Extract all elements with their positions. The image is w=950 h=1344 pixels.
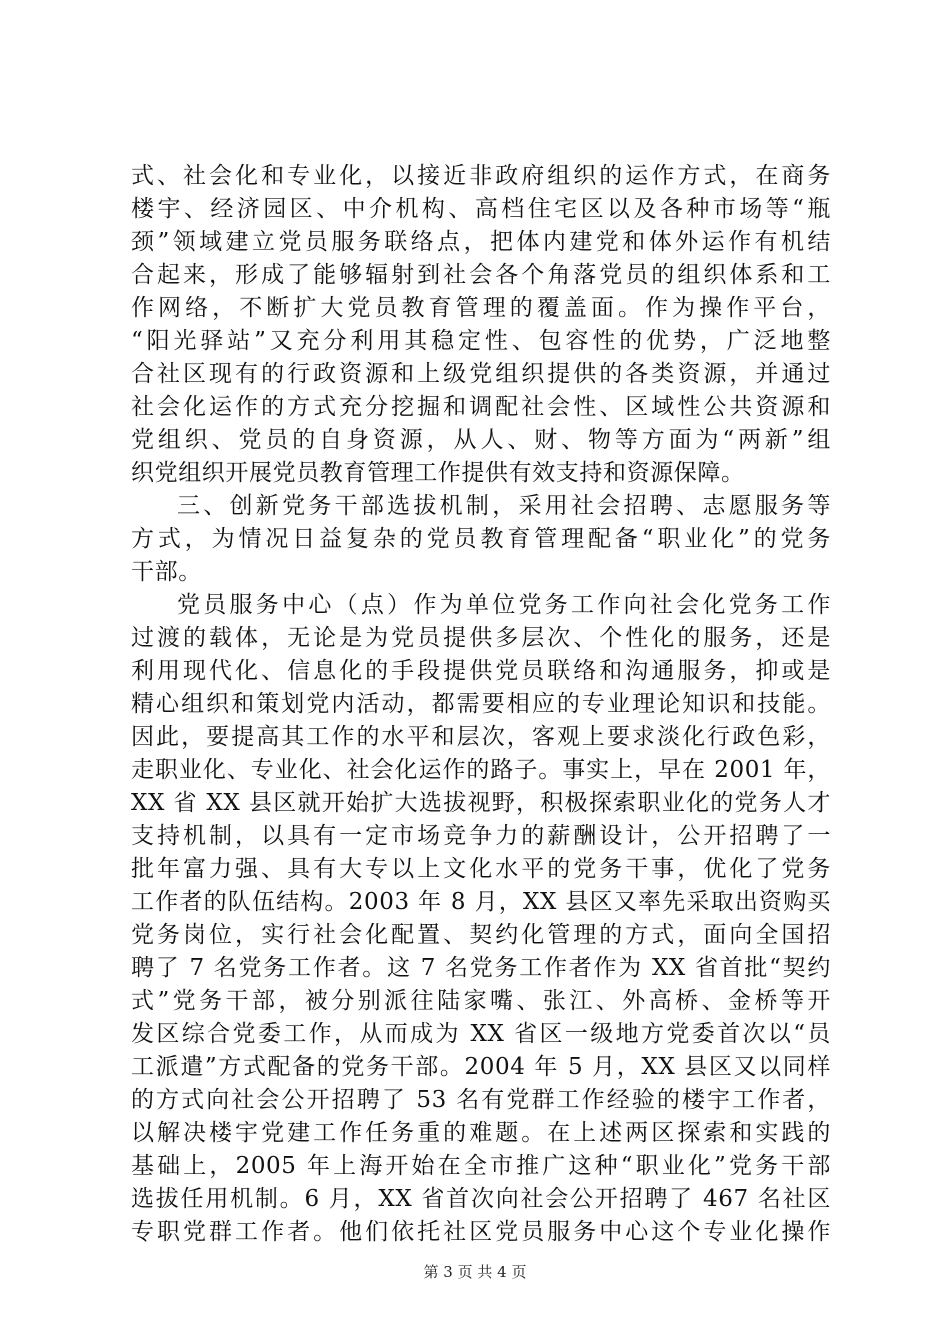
text-line: 以解决楼宇党建工作任务重的难题。在上述两区探索和实践的: [131, 1120, 831, 1146]
text-line: 干部。: [131, 559, 202, 585]
text-line: 党组织、党员的自身资源，从人、财、物等方面为“两新”组: [131, 427, 831, 453]
text-line: 走职业化、专业化、社会化运作的路子。事实上，早在 2001 年，: [131, 757, 831, 783]
text-line: 织党组织开展党员教育管理工作提供有效支持和资源保障。: [131, 460, 745, 486]
text-line: 利用现代化、信息化的手段提供党员联络和沟通服务，抑或是: [131, 658, 831, 684]
text-line: 工派遣”方式配备的党务干部。2004 年 5 月，XX 县区又以同样: [131, 1054, 831, 1080]
page-footer: 第 3 页 共 4 页: [423, 1263, 527, 1281]
body-text: [131, 160, 831, 1249]
text-line: 聘了 7 名党务工作者。这 7 名党务工作者作为 XX 省首批“契约: [131, 955, 831, 981]
text-line: 基础上，2005 年上海开始在全市推广这种“职业化”党务干部: [131, 1153, 831, 1179]
text-line: 选拔任用机制。6 月，XX 省首次向社会公开招聘了 467 名社区: [131, 1186, 831, 1212]
text-line: 因此，要提高其工作的水平和层次，客观上要求淡化行政色彩，: [131, 724, 831, 750]
text-line: “阳光驿站”又充分利用其稳定性、包容性的优势，广泛地整: [131, 328, 831, 354]
text-line: 方式，为情况日益复杂的党员教育管理配备“职业化”的党务: [131, 526, 831, 552]
text-line: 合起来，形成了能够辐射到社会各个角落党员的组织体系和工: [131, 262, 831, 288]
text-line: 式、社会化和专业化，以接近非政府组织的运作方式，在商务: [131, 163, 831, 189]
text-line: 支持机制，以具有一定市场竞争力的薪酬设计，公开招聘了一: [131, 823, 831, 849]
text-line: 三、创新党务干部选拔机制，采用社会招聘、志愿服务等: [177, 493, 831, 519]
text-line: 精心组织和策划党内活动，都需要相应的专业理论知识和技能。: [131, 691, 831, 717]
text-line: 党务岗位，实行社会化配置、契约化管理的方式，面向全国招: [131, 922, 831, 948]
text-line: 党员服务中心（点）作为单位党务工作向社会化党务工作: [177, 592, 831, 618]
text-line: 式”党务干部，被分别派往陆家嘴、张江、外高桥、金桥等开: [131, 988, 831, 1014]
text-line: XX 省 XX 县区就开始扩大选拔视野，积极探索职业化的党务人才: [131, 790, 831, 816]
text-line: 批年富力强、具有大专以上文化水平的党务干事，优化了党务: [131, 856, 831, 882]
text-line: 作网络，不断扩大党员教育管理的覆盖面。作为操作平台，: [131, 295, 831, 321]
text-line: 过渡的载体，无论是为党员提供多层次、个性化的服务，还是: [131, 625, 831, 651]
text-line: 工作者的队伍结构。2003 年 8 月，XX 县区又率先采取出资购买: [131, 889, 831, 915]
text-line: 专职党群工作者。他们依托社区党员服务中心这个专业化操作: [131, 1219, 831, 1245]
text-line: 的方式向社会公开招聘了 53 名有党群工作经验的楼宇工作者，: [131, 1087, 831, 1113]
text-line: 发区综合党委工作，从而成为 XX 省区一级地方党委首次以“员: [131, 1021, 831, 1047]
text-line: 合社区现有的行政资源和上级党组织提供的各类资源，并通过: [131, 361, 831, 387]
text-line: 颈”领域建立党员服务联络点，把体内建党和体外运作有机结: [131, 229, 831, 255]
text-line: 楼宇、经济园区、中介机构、高档住宅区以及各种市场等“瓶: [131, 196, 831, 222]
text-line: 社会化运作的方式充分挖掘和调配社会性、区域性公共资源和: [131, 394, 831, 420]
